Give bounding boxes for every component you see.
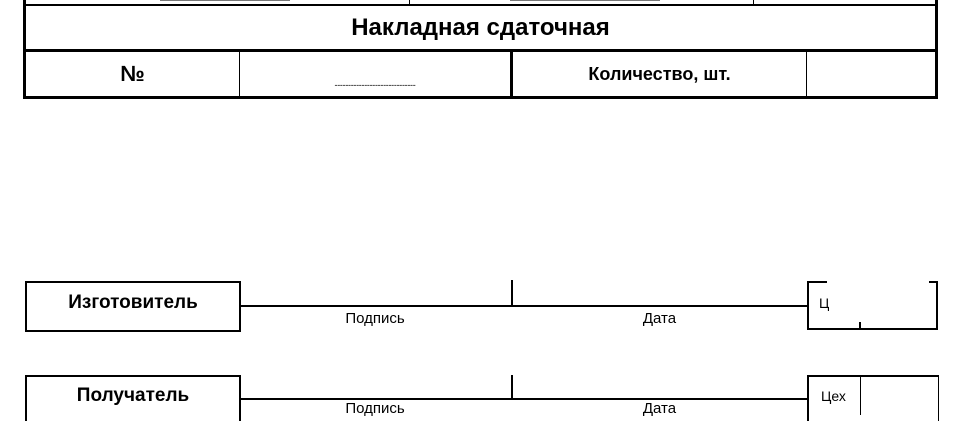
table-rule bbox=[807, 281, 827, 283]
number-field[interactable]: ------------------------------ bbox=[334, 80, 416, 90]
table-rule bbox=[860, 375, 861, 415]
table-rule bbox=[807, 328, 938, 330]
quantity-field[interactable] bbox=[807, 52, 935, 96]
table-rule bbox=[807, 281, 809, 330]
receiver-signature-field[interactable] bbox=[241, 375, 510, 397]
table-rule bbox=[511, 280, 513, 306]
table-rule bbox=[23, 4, 938, 6]
table-rule bbox=[936, 281, 938, 330]
table-rule bbox=[753, 0, 754, 5]
quantity-label: Количество, шт. bbox=[588, 64, 731, 84]
receiver-workshop-field[interactable] bbox=[862, 377, 934, 415]
maker-signature-caption: Подпись bbox=[345, 310, 405, 327]
receiver-label: Получатель bbox=[76, 385, 190, 406]
maker-workshop-overlay bbox=[829, 284, 935, 322]
table-rule bbox=[409, 0, 410, 5]
number-label: № bbox=[120, 61, 145, 86]
signature-line bbox=[239, 305, 807, 307]
maker-date-field[interactable] bbox=[514, 280, 806, 304]
cropped-text-remnant bbox=[160, 0, 290, 1]
table-rule bbox=[23, 49, 938, 52]
maker-date-caption: Дата bbox=[642, 310, 677, 327]
table-rule bbox=[239, 52, 240, 98]
invoice-title: Накладная сдаточная bbox=[351, 14, 610, 41]
table-rule bbox=[511, 375, 513, 399]
maker-workshop-label: Ц bbox=[819, 295, 830, 311]
receiver-date-caption: Дата bbox=[642, 400, 677, 417]
receiver-workshop-label: Цех bbox=[821, 388, 846, 404]
receiver-signature-caption: Подпись bbox=[345, 400, 405, 417]
cropped-text-remnant bbox=[510, 0, 660, 1]
receiver-date-field[interactable] bbox=[514, 375, 806, 397]
maker-label: Изготовитель bbox=[68, 292, 198, 313]
maker-signature-field[interactable] bbox=[241, 280, 510, 304]
table-rule bbox=[23, 96, 938, 99]
